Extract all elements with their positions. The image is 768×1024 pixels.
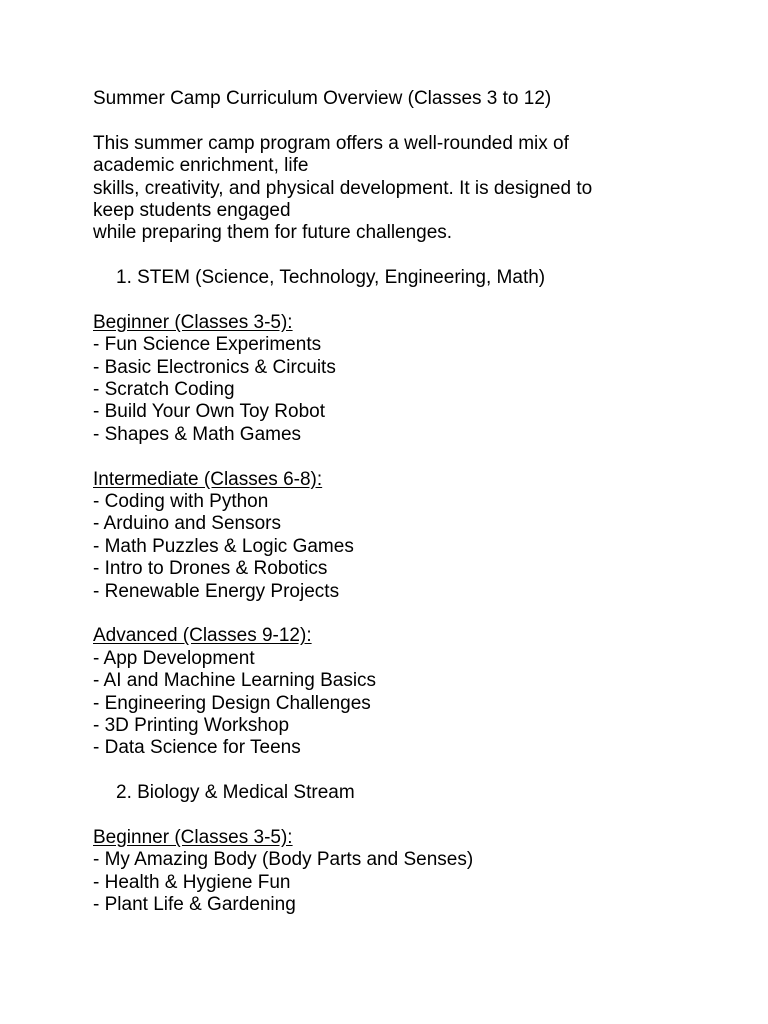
list-item: - Data Science for Teens [93, 737, 301, 759]
list-item: - Plant Life & Gardening [93, 894, 296, 916]
list-item: - Build Your Own Toy Robot [93, 401, 326, 423]
list-item: - Arduino and Sensors [93, 513, 282, 535]
intro-line: while preparing them for future challenges. [93, 222, 453, 244]
spacer [93, 760, 733, 782]
section-stem [93, 267, 733, 760]
list-item: - My Amazing Body (Body Parts and Senses) [93, 849, 474, 871]
level-intermediate [93, 469, 733, 603]
level-label: Intermediate (Classes 6-8): [93, 468, 323, 490]
list-item: - Engineering Design Challenges [93, 692, 371, 714]
level-label: Advanced (Classes 9-12): [93, 625, 312, 647]
intro-line: skills, creativity, and physical development. It is designed to [93, 177, 593, 199]
intro-paragraph [93, 133, 733, 245]
level-beginner [93, 312, 733, 446]
list-item: - Health & Hygiene Fun [93, 871, 291, 893]
document-page [93, 88, 733, 916]
list-item: - Scratch Coding [93, 379, 235, 401]
document-title: Summer Camp Curriculum Overview (Classes 3 to 12) [93, 88, 552, 109]
list-item: - Math Puzzles & Logic Games [93, 535, 354, 557]
list-item: - App Development [93, 647, 255, 669]
section-biology [93, 782, 733, 916]
list-item: - Coding with Python [93, 491, 269, 513]
spacer [93, 245, 733, 267]
list-item: - AI and Machine Learning Basics [93, 670, 377, 692]
spacer [93, 603, 733, 625]
spacer [93, 110, 733, 132]
level-advanced [93, 625, 733, 759]
level-beginner [93, 827, 733, 917]
intro-line: keep students engaged [93, 199, 291, 221]
list-item: - Intro to Drones & Robotics [93, 558, 328, 580]
spacer [93, 805, 733, 827]
list-item: - 3D Printing Workshop [93, 714, 290, 736]
level-label: Beginner (Classes 3-5): [93, 826, 293, 848]
list-item: - Renewable Energy Projects [93, 580, 340, 602]
level-label: Beginner (Classes 3-5): [93, 311, 293, 333]
list-item: - Basic Electronics & Circuits [93, 356, 336, 378]
spacer [93, 290, 733, 312]
intro-line: academic enrichment, life [93, 155, 309, 177]
section-heading: 2. Biology & Medical Stream [116, 782, 355, 804]
list-item: - Shapes & Math Games [93, 423, 302, 445]
list-item: - Fun Science Experiments [93, 334, 322, 356]
intro-line: This summer camp program offers a well-rounded mix of [93, 132, 569, 154]
section-heading: 1. STEM (Science, Technology, Engineering, Math) [116, 267, 546, 289]
spacer [93, 446, 733, 468]
